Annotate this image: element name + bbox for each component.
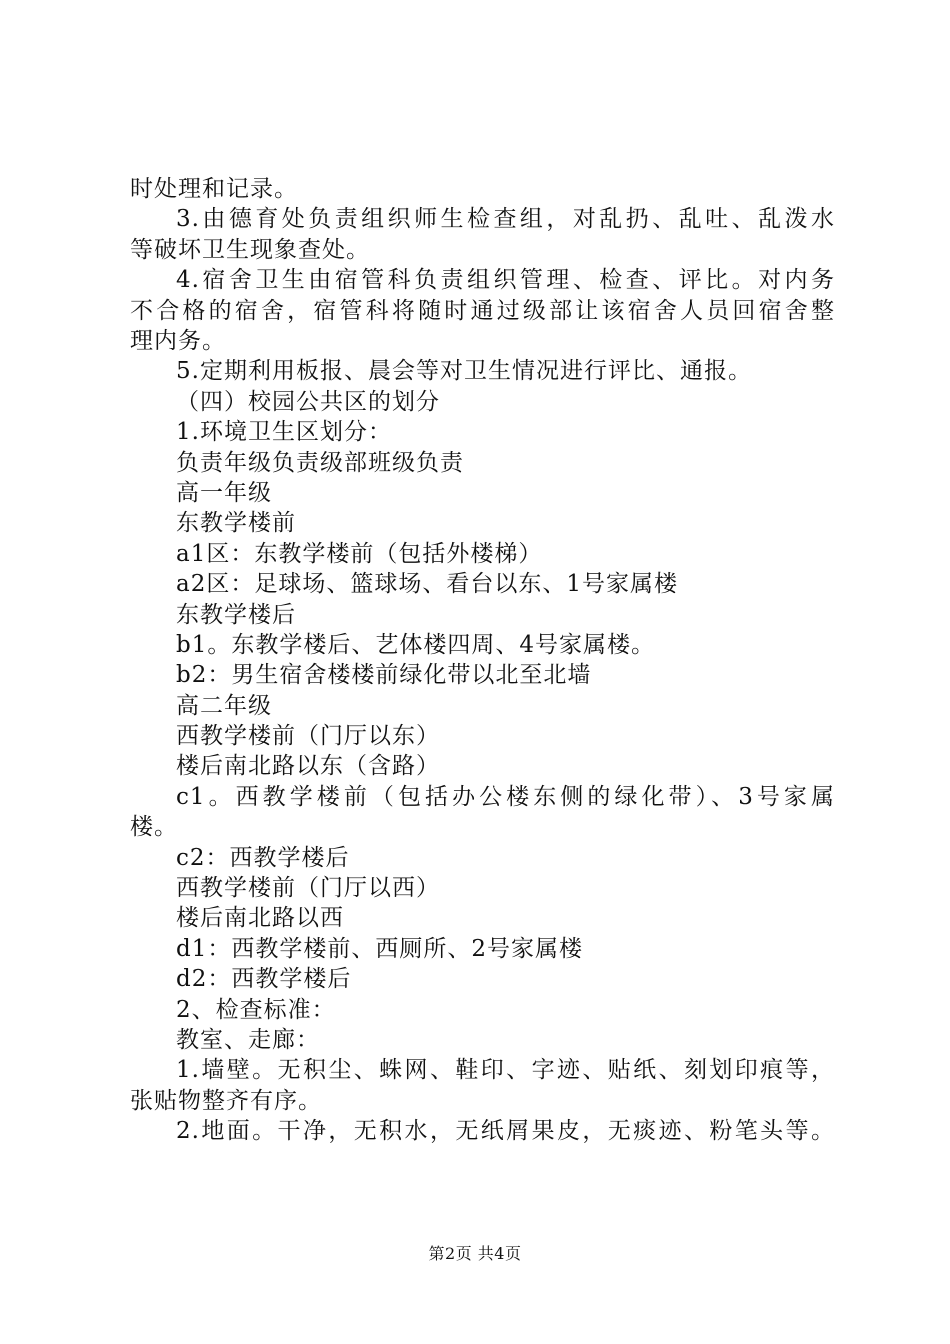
text-line: 张贴物整齐有序。 (130, 1087, 322, 1114)
text-line: b1。东教学楼后、艺体楼四周、4号家属楼。 (176, 631, 655, 658)
text-line: 4.宿舍卫生由宿管科负责组织管理、检查、评比。对内务 (176, 267, 835, 294)
text-line: 2.地面。干净，无积水，无纸屑果皮，无痰迹、粉笔头等。 (176, 1118, 835, 1145)
text-line: c1。西教学楼前（包括办公楼东侧的绿化带）、3号家属 (176, 783, 835, 810)
page-footer: 第2页 共4页 (428, 1244, 522, 1263)
text-line: 楼后南北路以东（含路） (176, 753, 440, 780)
text-line: 楼。 (130, 814, 178, 841)
text-line: 不合格的宿舍，宿管科将随时通过级部让该宿舍人员回宿舍整 (130, 297, 835, 324)
text-line: 理内务。 (130, 328, 226, 354)
text-line: d2：西教学楼后 (176, 966, 352, 993)
text-line: 高一年级 (176, 479, 272, 506)
text-line: b2：男生宿舍楼楼前绿化带以北至北墙 (176, 662, 592, 689)
text-line: c2：西教学楼后 (176, 844, 350, 871)
text-line: 东教学楼后 (176, 601, 296, 628)
text-line: a1区：东教学楼前（包括外楼梯） (176, 540, 543, 567)
text-line: （四）校园公共区的划分 (176, 388, 440, 415)
text-line: 教室、走廊： (176, 1027, 320, 1053)
text-line: 5.定期利用板报、晨会等对卫生情况进行评比、通报。 (176, 358, 752, 385)
text-line: 西教学楼前（门厅以西） (176, 875, 440, 902)
text-line: 等破坏卫生现象查处。 (130, 236, 370, 263)
text-line: 3.由德育处负责组织师生检查组，对乱扔、乱吐、乱泼水 (176, 206, 835, 233)
text-line: 2、检查标准： (176, 996, 336, 1023)
text-line: 高二年级 (176, 692, 272, 719)
text-line: a2区：足球场、篮球场、看台以东、1号家属楼 (176, 571, 678, 598)
text-line: 1.环境卫生区划分： (176, 419, 392, 446)
text-line: 西教学楼前（门厅以东） (176, 723, 440, 750)
text-line: 时处理和记录。 (130, 176, 298, 202)
text-line: 楼后南北路以西 (176, 905, 344, 932)
text-line: 东教学楼前 (176, 510, 296, 537)
text-line: 负责年级负责级部班级负责 (176, 449, 464, 476)
text-line: d1：西教学楼前、西厕所、2号家属楼 (176, 935, 583, 962)
document-body (130, 174, 835, 1147)
text-line: 1.墙壁。无积尘、蛛网、鞋印、字迹、贴纸、刻划印痕等， (176, 1057, 835, 1084)
